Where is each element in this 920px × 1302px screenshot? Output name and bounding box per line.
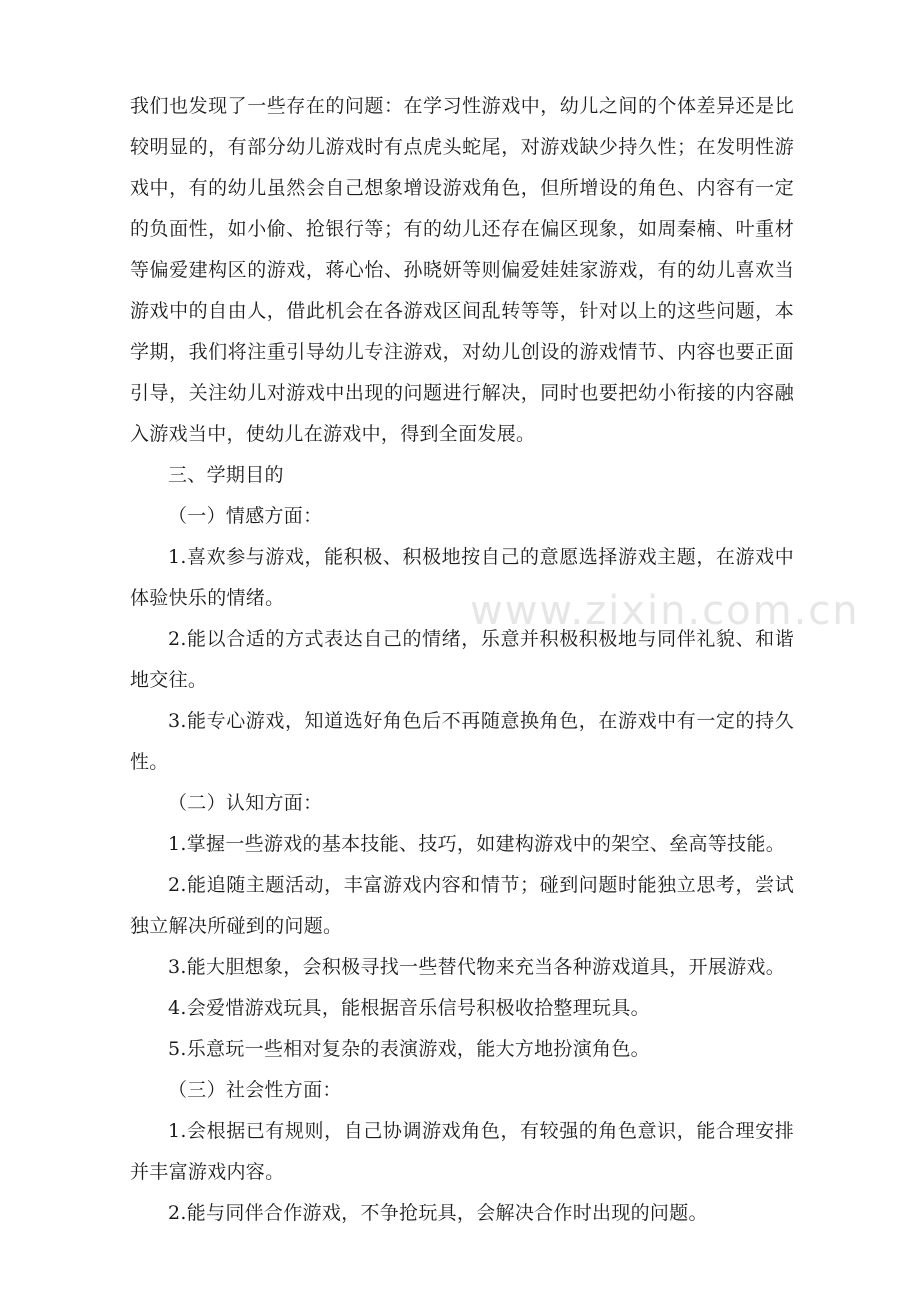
emotion-item-2: 2.能以合适的方式表达自己的情绪，乐意并积极积极地与同伴礼貌、和谐地交往。 (130, 628, 794, 691)
subsection-heading-emotion: （一）情感方面： (168, 505, 323, 527)
social-item-2: 2.能与同伴合作游戏，不争抢玩具，会解决合作时出现的问题。 (168, 1202, 708, 1224)
cognition-item-4: 4.会爱惜游戏玩具，能根据音乐信号积极收拾整理玩具。 (168, 997, 650, 1019)
cognition-item-5: 5.乐意玩一些相对复杂的表演游戏，能大方地扮演角色。 (168, 1038, 650, 1060)
subsection-heading-social: （三）社会性方面： (168, 1079, 342, 1101)
watermark: www.zixin.com.cn (470, 588, 860, 634)
social-item-1: 1.会根据已有规则，自己协调游戏角色，有较强的角色意识，能合理安排并丰富游戏内容。 (130, 1120, 794, 1183)
cognition-item-1: 1.掌握一些游戏的基本技能、技巧，如建构游戏中的架空、垒高等技能。 (168, 833, 786, 855)
emotion-item-3: 3.能专心游戏，知道选好角色后不再随意换角色，在游戏中有一定的持久性。 (130, 710, 794, 773)
subsection-heading-cognition: （二）认知方面： (168, 792, 323, 814)
cognition-item-2: 2.能追随主题活动，丰富游戏内容和情节；碰到问题时能独立思考，尝试独立解决所碰到的问题。 (130, 874, 794, 937)
emotion-item-1: 1.喜欢参与游戏，能积极、积极地按自己的意愿选择游戏主题，在游戏中体验快乐的情绪。 (130, 546, 794, 609)
cognition-item-3: 3.能大胆想象，会积极寻找一些替代物来充当各种游戏道具，开展游戏。 (168, 956, 786, 978)
section-heading-goals: 三、学期目的 (168, 464, 284, 486)
intro-paragraph: 我们也发现了一些存在的问题：在学习性游戏中，幼儿之间的个体差异还是比较明显的，有部分幼儿游戏时有点虎头蛇尾，对游戏缺少持久性；在发明性游戏中，有的幼儿虽然会自己想象增设游戏角色，但所增设的角色、内容有一定的负面性，如小偷、抢银行等；有的幼儿还存在偏区现象，如周秦楠、叶重材等偏爱建构区的游戏，蒋心怡、孙晓妍等则偏爱娃娃家游戏，有的幼儿喜欢当游戏中的自由人，借此机会在各游戏区间乱转等等，针对以上的这些问题，本学期，我们将注重引导幼儿专注游戏，对幼儿创设的游戏情节、内容也要正面引导，关注幼儿对游戏中出现的问题进行解决，同时也要把幼小衔接的内容融入游戏当中，使幼儿在游戏中，得到全面发展。 (130, 95, 794, 445)
document-body (130, 86, 794, 1234)
